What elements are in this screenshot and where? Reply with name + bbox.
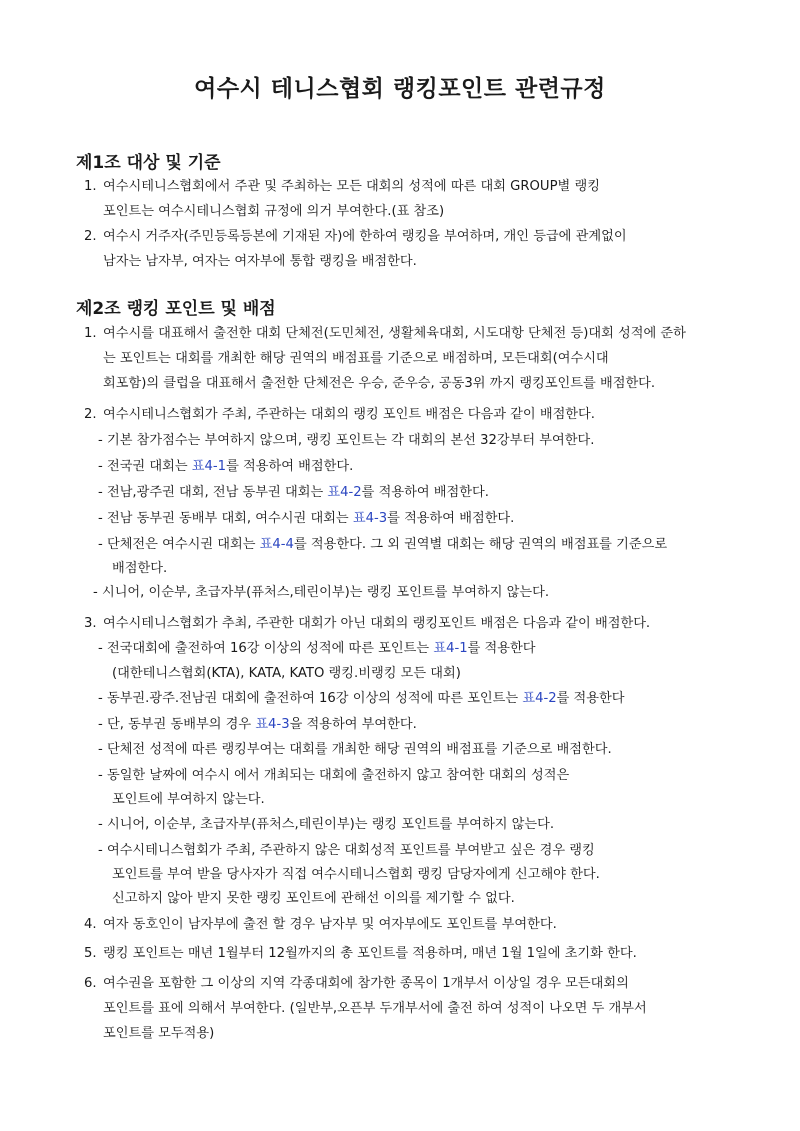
article-2-item-3-intro: 여수시테니스협회가 추최, 주관한 대회가 아닌 대회의 랭킹포인트 배점은 다음과 같이 배점한다.	[103, 616, 651, 631]
bullet-team-ranking: - 단체전 성적에 따른 랭킹부여는 대회를 개최한 해당 권역의 배점표를 기준으로 배점한다.	[98, 742, 612, 757]
table-4-3-link[interactable]: 표4-3	[352, 511, 388, 526]
bullet-senior-excluded-2: - 시니어, 이순부, 초급자부(퓨처스,테린이부)는 랭킹 포인트를 부여하지 않는다.	[98, 817, 555, 832]
article-1-heading: 제1조 대상 및 기준	[76, 153, 221, 173]
article-2-item-1-line-3: 회포함)의 클럽을 대표해서 출전한 단체전은 우승, 준우승, 공동3위 까지 랭킹포인트를 배점한다.	[103, 376, 656, 391]
article-1-item-2-line-1: 여수시 거주자(주민등록등본에 기재된 자)에 한하여 랭킹을 부여하며, 개인 등급에 관계없이	[103, 229, 627, 244]
list-number: 1.	[84, 179, 97, 194]
article-2-item-4: 여자 동호인이 남자부에 출전 할 경우 남자부 및 여자부에도 포인트를 부여한다.	[103, 917, 557, 932]
bullet-team-event: - 단체전은 여수시권 대회는 표4-4를 적용한다. 그 외 권역별 대회는 해당 권역의 배점표를 기준으로	[98, 537, 668, 552]
article-2-heading: 제2조 랭킹 포인트 및 배점	[76, 299, 276, 319]
bullet-basic-points: - 기본 참가점수는 부여하지 않으며, 랭킹 포인트는 각 대회의 본선 32강부터 부여한다.	[98, 433, 595, 448]
document-title: 여수시 테니스협회 랭킹포인트 관련규정	[194, 76, 606, 102]
article-2-item-1-line-1: 여수시를 대표해서 출전한 대회 단체전(도민체전, 생활체육대회, 시도대항 단체전 등)대회 성적에 준하	[103, 326, 686, 341]
list-number: 2.	[84, 407, 97, 422]
list-number: 2.	[84, 229, 97, 244]
table-4-3-link[interactable]: 표4-3	[255, 717, 290, 732]
bullet-senior-excluded: - 시니어, 이순부, 초급자부(퓨처스,테린이부)는 랭킹 포인트를 부여하지 않는다.	[93, 585, 550, 600]
table-4-1-link[interactable]: 표4-1	[191, 459, 227, 474]
article-2-item-6-line-3: 포인트를 모두적용)	[103, 1026, 215, 1041]
bullet-report-points-cont-2: 신고하지 않아 받지 못한 랭킹 포인트에 관해선 이의를 제기할 수 없다.	[112, 891, 515, 906]
bullet-jeonnam-gwangju: - 전남,광주권 대회, 전남 동부권 대회는 표4-2를 적용하여 배점한다.	[98, 485, 489, 500]
bullet-eastern-yeosu: - 전남 동부권 동배부 대회, 여수시권 대회는 표4-3를 적용하여 배점한다.	[98, 511, 515, 526]
bullet-team-event-cont: 배점한다.	[112, 561, 168, 576]
bullet-same-date: - 동일한 날짜에 여수시 에서 개최되는 대회에 출전하지 않고 참여한 대회의 성적은	[98, 768, 570, 783]
bullet-national-16-cont: (대한테니스협회(KTA), KATA, KATO 랭킹.비랭킹 모든 대회)	[112, 666, 461, 681]
article-2-item-5: 랭킹 포인트는 매년 1월부터 12월까지의 총 포인트를 적용하며, 매년 1월 1일에 초기화 한다.	[103, 946, 637, 961]
list-number: 3.	[84, 616, 97, 631]
table-4-2-link[interactable]: 표4-2	[327, 485, 362, 500]
list-number: 4.	[84, 917, 97, 932]
article-2-item-1-line-2: 는 포인트는 대회를 개최한 해당 권역의 배점표를 기준으로 배점하며, 모든대회(여수시대	[103, 351, 609, 366]
article-2-item-6-line-1: 여수권을 포함한 그 이상의 지역 각종대회에 참가한 종목이 1개부서 이상일 경우 모든대회의	[103, 976, 629, 991]
bullet-eastern-16: - 동부권.광주.전남권 대회에 출전하여 16강 이상의 성적에 따른 포인트는 표4-2를 적용한다	[98, 691, 625, 706]
bullet-national-16: - 전국대회에 출전하여 16강 이상의 성적에 따른 포인트는 표4-1를 적용한다	[98, 641, 536, 656]
article-1-item-2-line-2: 남자는 남자부, 여자는 여자부에 통합 랭킹을 배점한다.	[103, 254, 417, 269]
article-1-item-1-line-1: 여수시테니스협회에서 주관 및 주최하는 모든 대회의 성적에 따른 대회 GROUP별 랭킹	[103, 179, 600, 194]
table-4-1-link[interactable]: 표4-1	[433, 641, 468, 656]
bullet-report-points: - 여수시테니스협회가 주최, 주관하지 않은 대회성적 포인트를 부여받고 싶은 경우 랭킹	[98, 843, 595, 858]
bullet-eastern-dongbae: - 단, 동부권 동배부의 경우 표4-3을 적용하여 부여한다.	[98, 717, 417, 732]
article-1-item-1-line-2: 포인트는 여수시테니스협회 규정에 의거 부여한다.(표 참조)	[103, 204, 445, 219]
table-4-4-link[interactable]: 표4-4	[259, 537, 294, 552]
article-2-item-2-intro: 여수시테니스협회가 주최, 주관하는 대회의 랭킹 포인트 배점은 다음과 같이 배점한다.	[103, 407, 595, 422]
list-number: 5.	[84, 946, 97, 961]
bullet-same-date-cont: 포인트에 부여하지 않는다.	[112, 792, 265, 807]
list-number: 1.	[84, 326, 97, 341]
table-4-2-link[interactable]: 표4-2	[522, 691, 557, 706]
list-number: 6.	[84, 976, 97, 991]
article-2-item-6-line-2: 포인트를 표에 의해서 부여한다. (일반부,오픈부 두개부서에 출전 하여 성적이 나오면 두 개부서	[103, 1001, 647, 1016]
bullet-report-points-cont-1: 포인트를 부여 받을 당사자가 직접 여수시테니스협회 랭킹 담당자에게 신고해야 한다.	[112, 867, 600, 882]
bullet-national: - 전국권 대회는 표4-1를 적용하여 배점한다.	[98, 459, 354, 474]
